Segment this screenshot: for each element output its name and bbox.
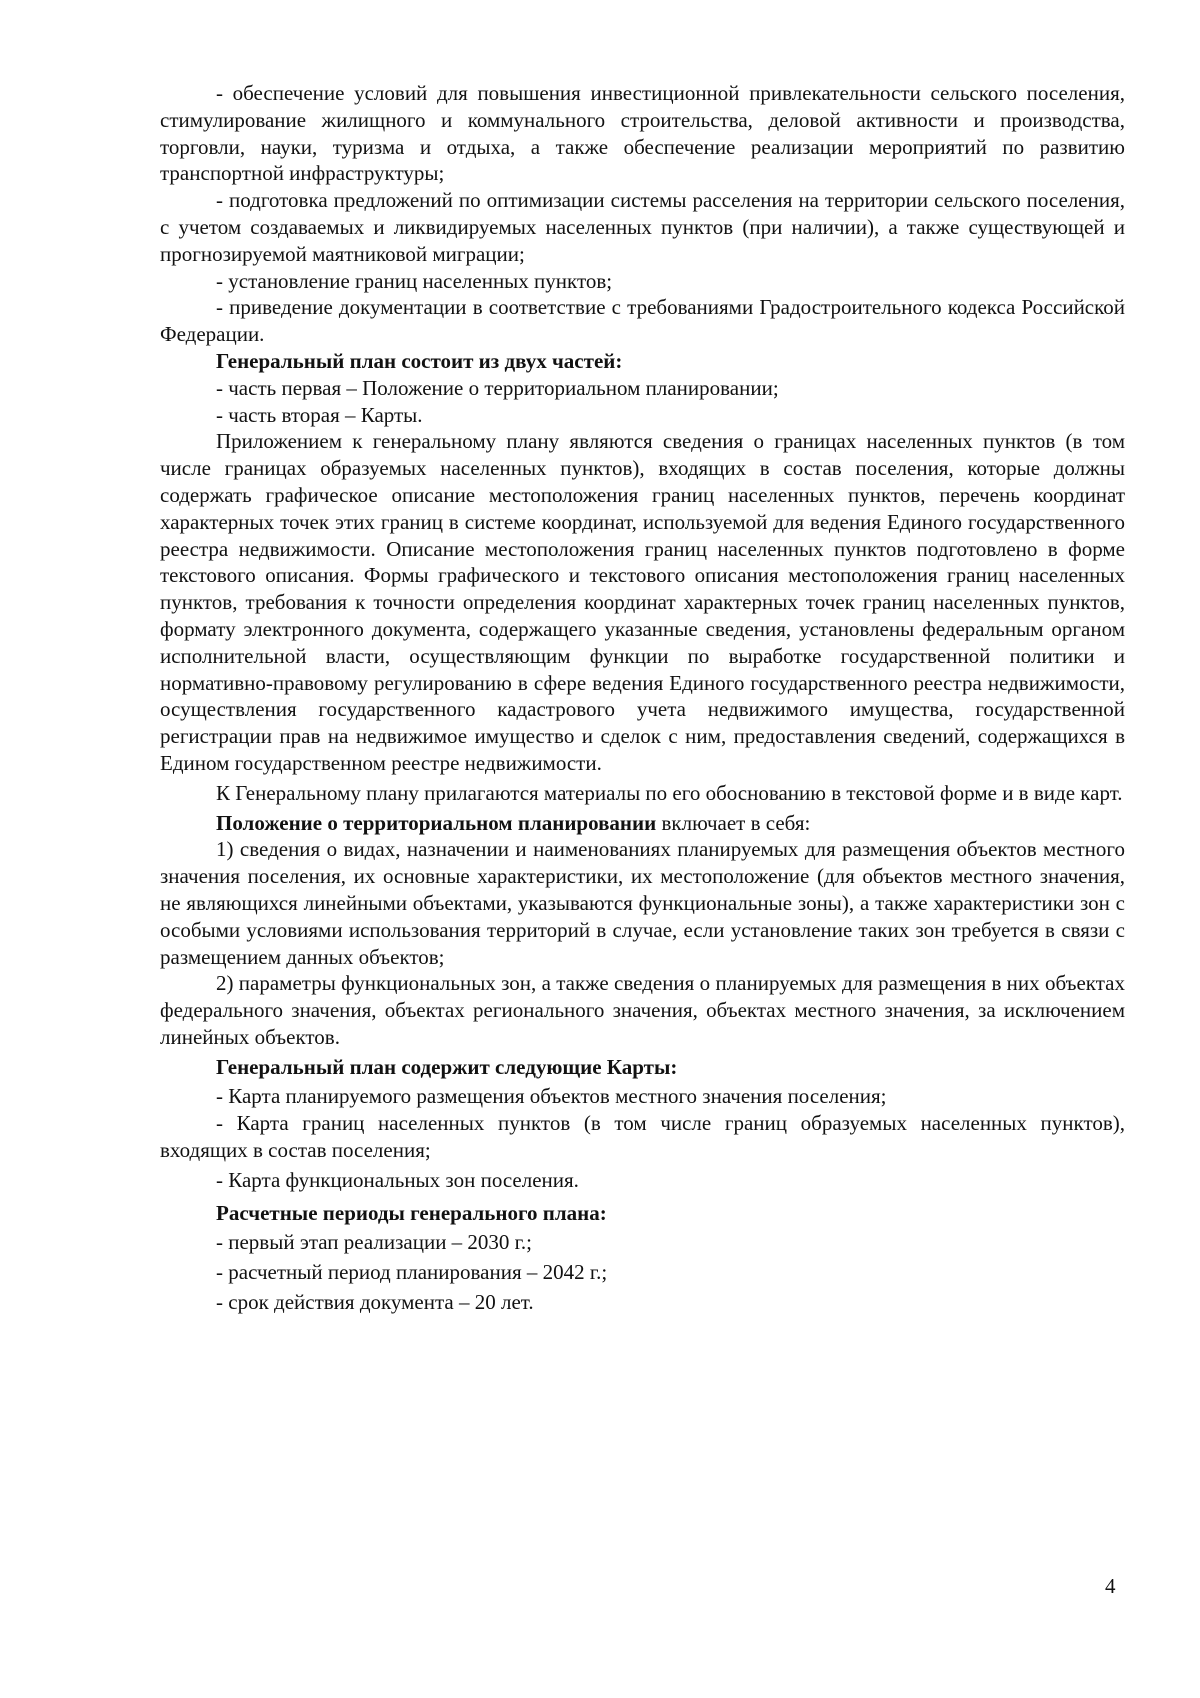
provision-rest-text: включает в себя: bbox=[656, 810, 811, 835]
paragraph-boundaries: - установление границ населенных пунктов; bbox=[216, 268, 613, 293]
heading-maps: Генеральный план содержит следующие Карты: bbox=[216, 1054, 678, 1079]
heading-periods: Расчетные периоды генерального плана: bbox=[216, 1200, 607, 1225]
paragraph-appendix: Приложением к генеральному плану являются сведения о границах населенных пунктов (в том числе границах образуемых населенных пунктов), входящих в состав поселения, которые должны содержать графическое описание местоположения границ населенных пунктов, перечень координат характерных точек этих границ в системе координат, используемой для ведения Единого государственного реестра недвижимости. Описание местоположения границ населенных пунктов подготовлено в форме текстового описания. Формы графического и текстового описания местоположения границ населенных пунктов, требования к точности определения координат характерных точек границ населенных пунктов, формату электронного документа, содержащего указанные сведения, установлены федеральным органом исполнительной власти, осуществляющим функции по выработке государственной политики и нормативно-правовому регулированию в сфере ведения Единого государственного реестра недвижимости, осуществления государственного кадастрового учета недвижимого имущества, государственной регистрации прав на недвижимое имущество и сделок с ним, предоставления сведений, содержащихся в Едином государственном реестре недвижимости. bbox=[160, 429, 1125, 775]
paragraph-settlement-system: - подготовка предложений по оптимизации системы расселения на территории сельского поселения, с учетом создаваемых и ликвидируемых населенных пунктов (при наличии), а также существующей и прогнозируемой маятниковой миграции; bbox=[160, 188, 1125, 266]
paragraph-map-boundaries: - Карта границ населенных пунктов (в том числе границ образуемых населенных пунктов), входящих в состав поселения; bbox=[160, 1111, 1125, 1163]
paragraph-validity: - срок действия документа – 20 лет. bbox=[216, 1290, 534, 1315]
paragraph-map-objects: - Карта планируемого размещения объектов местного значения поселения; bbox=[216, 1084, 887, 1109]
paragraph-planning-period: - расчетный период планирования – 2042 г.; bbox=[216, 1260, 608, 1285]
paragraph-item-1: 1) сведения о видах, назначении и наименованиях планируемых для размещения объектов местного значения поселения, их основные характеристики, их местоположение (для объектов местного значения, не являющихся линейными объектами, указываются функциональные зоны), а также характеристики зон с особыми условиями использования территорий в случае, если установление таких зон требуется в связи с размещением данных объектов; bbox=[160, 837, 1125, 969]
paragraph-map-zones: - Карта функциональных зон поселения. bbox=[216, 1167, 579, 1192]
paragraph-documentation: - приведение документации в соответствие с требованиями Градостроительного кодекса Российской Федерации. bbox=[160, 295, 1125, 347]
document-page bbox=[160, 80, 1125, 1316]
page-number: 4 bbox=[1105, 1574, 1116, 1598]
paragraph-part-one: - часть первая – Положение о территориальном планировании; bbox=[216, 375, 779, 400]
heading-plan-parts: Генеральный план состоит из двух частей: bbox=[216, 348, 623, 373]
paragraph-investment: - обеспечение условий для повышения инвестиционной привлекательности сельского поселения, стимулирование жилищного и коммунального строительства, деловой активности и производства, торговли, науки, туризма и отдыха, а также обеспечение реализации мероприятий по развитию транспортной инфраструктуры; bbox=[160, 81, 1125, 186]
paragraph-first-stage: - первый этап реализации – 2030 г.; bbox=[216, 1230, 533, 1255]
provision-bold-term: Положение о территориальном планировании bbox=[216, 810, 657, 835]
paragraph-materials: К Генеральному плану прилагаются материалы по его обоснованию в текстовой форме и в виде карт. bbox=[216, 780, 1123, 805]
paragraph-provision bbox=[160, 810, 1125, 837]
paragraph-part-two: - часть вторая – Карты. bbox=[216, 402, 423, 427]
paragraph-item-2: 2) параметры функциональных зон, а также сведения о планируемых для размещения в них объектах федерального значения, объектах регионального значения, объектах местного значения, за исключением линейных объектов. bbox=[160, 971, 1125, 1049]
